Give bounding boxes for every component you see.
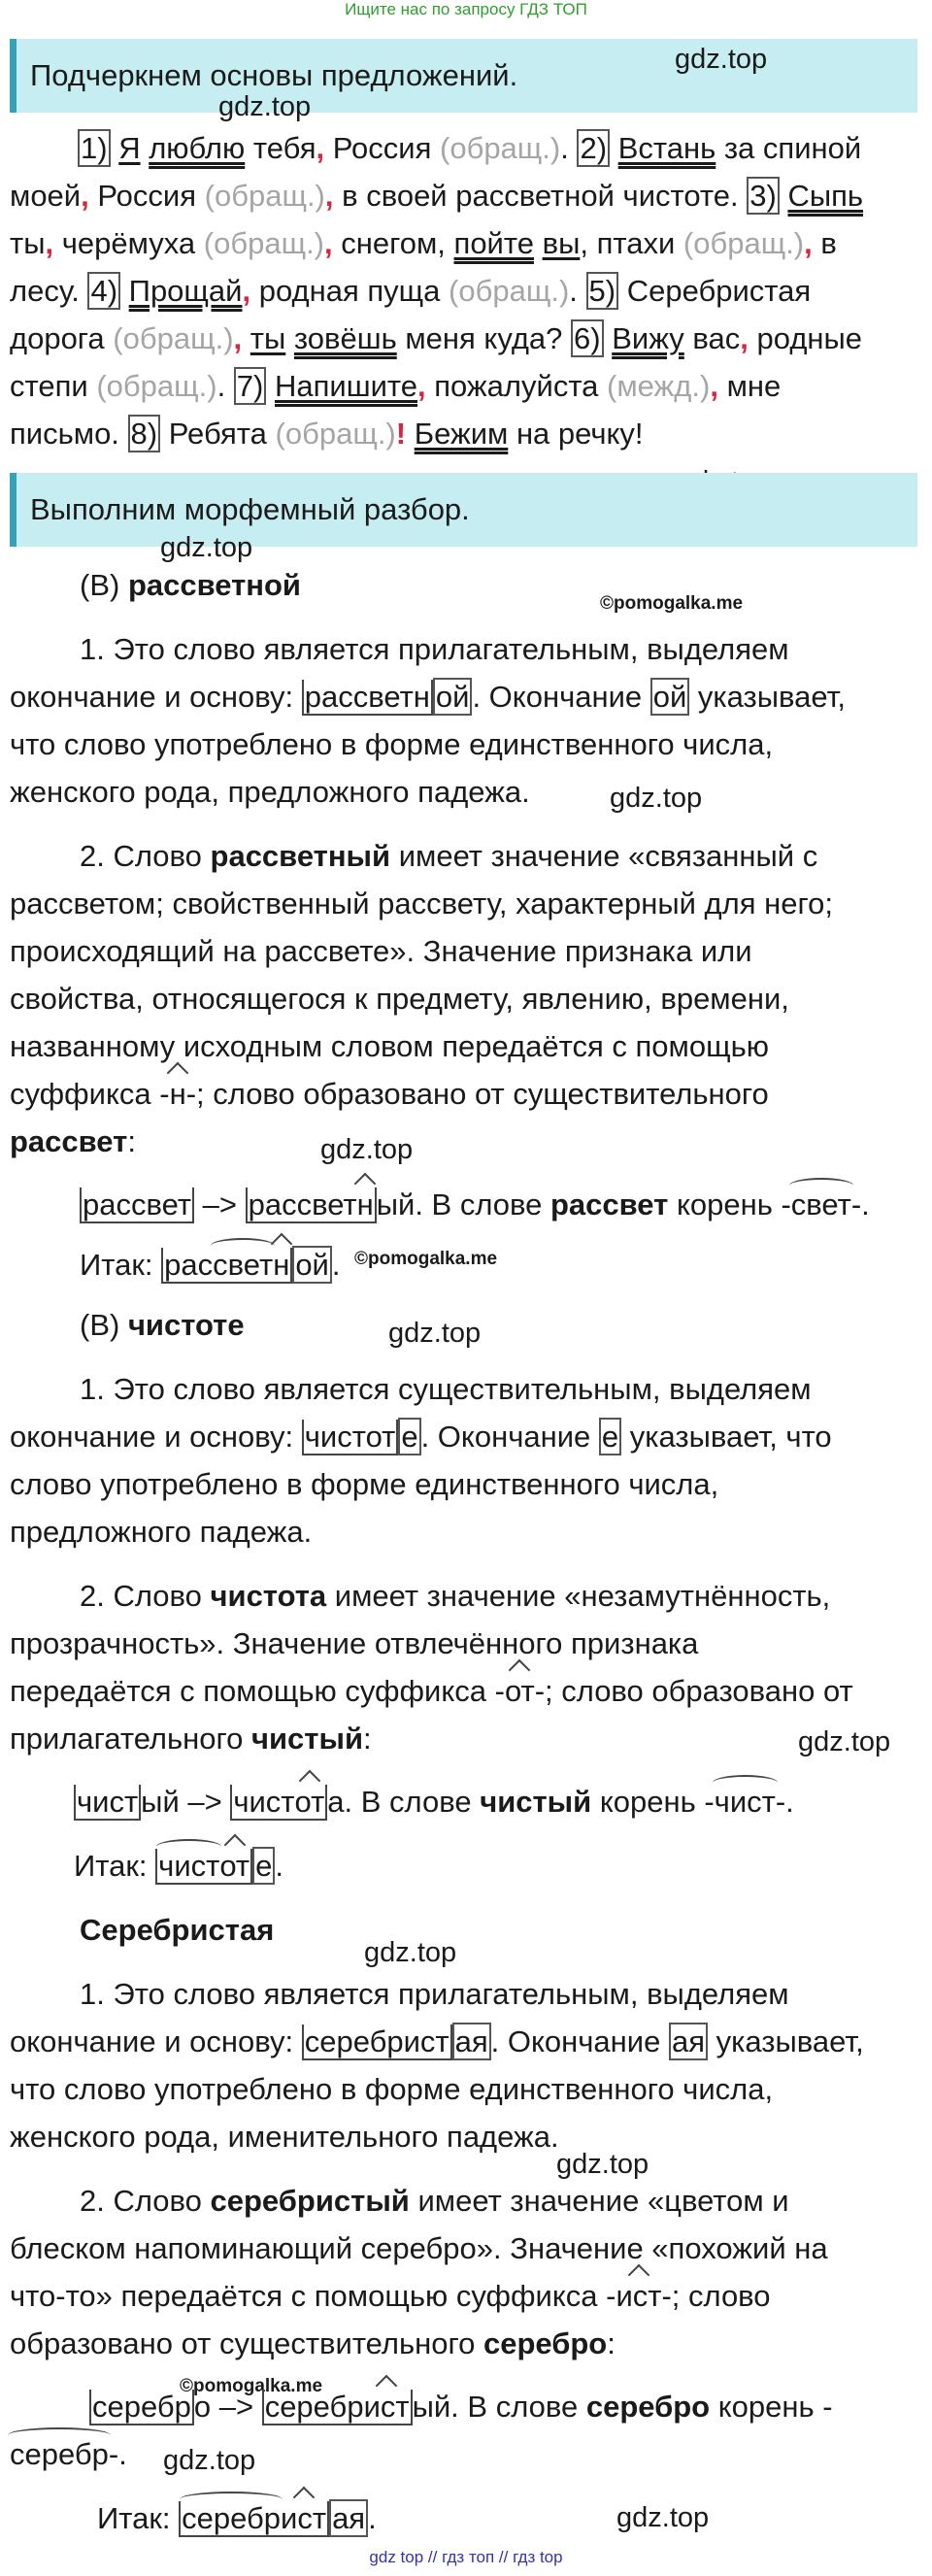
- watermark-pomogalka: ©pomogalka.me: [354, 1249, 498, 1269]
- result-line: Итак: серебрист ая.: [97, 2499, 377, 2538]
- paragraph-line: передаётся с помощью суффикса -от-; слово образовано от: [10, 1672, 853, 1711]
- derivation-line: серебро –> серебристый. В слове серебро корень -: [89, 2388, 833, 2426]
- sentence-line-2: моей, Россия (обращ.), в своей рассветной чистоте. 3) Сыпь: [10, 179, 864, 213]
- derivation-line-tail: серебр-.: [10, 2435, 127, 2474]
- sentence-line-6: степи (обращ.). 7) Напишите, пожалуйста (межд.), мне: [10, 369, 782, 403]
- result-line: Итак: чистот е.: [74, 1847, 283, 1886]
- word-heading-rassvetnoy: (В) рассветной: [80, 568, 301, 602]
- watermark-gdz: gdz.top: [364, 1937, 457, 1968]
- paragraph-line: слово употреблено в форме единственного числа,: [10, 1467, 719, 1501]
- watermark-gdz: gdz.top: [388, 1318, 482, 1349]
- paragraph-line: 1. Это слово является существительным, выделяем: [80, 1372, 812, 1406]
- watermark-gdz: gdz.top: [163, 2445, 256, 2476]
- watermark-gdz: gdz.top: [320, 1134, 414, 1165]
- paragraph-line: прозрачность». Значение отвлечённого признака: [10, 1626, 699, 1660]
- paragraph-line: 2. Слово серебристый имеет значение «цветом и: [80, 2184, 789, 2218]
- paragraph-line: что слово употреблено в форме единственного числа,: [10, 2072, 774, 2106]
- result-line: Итак: рассветн ой.: [80, 1246, 341, 1285]
- paragraph-line: образовано от существительного серебро:: [10, 2326, 616, 2360]
- word-heading-chistote: (В) чистоте: [80, 1308, 245, 1342]
- watermark-gdz: gdz.top: [556, 2149, 649, 2180]
- paragraph-line: 2. Слово рассветный имеет значение «связанный с: [80, 839, 818, 873]
- paragraph-line: 2. Слово чистота имеет значение «незамутнённость,: [80, 1579, 831, 1613]
- paragraph-line: суффикса -н-; слово образовано от существительного: [10, 1075, 769, 1114]
- paragraph-line: окончание и основу: чистот е. Окончание е указывает, что: [10, 1420, 832, 1454]
- derivation-line: чистый –> чистота. В слове чистый корень -чист-.: [74, 1783, 794, 1822]
- word-heading-serebristaya: Серебристая: [80, 1913, 275, 1947]
- paragraph-line: рассветом; свойственный рассвету, характерный для него;: [10, 887, 833, 920]
- sentence-line-7: письмо. 8) Ребята (обращ.)! Бежим на речку!: [10, 417, 644, 451]
- paragraph-line: свойства, относящегося к предмету, явлению, времени,: [10, 982, 789, 1016]
- paragraph-line: окончание и основу: серебрист ая. Окончание ая указывает,: [10, 2024, 864, 2058]
- section-title-morpheme: Выполним морфемный разбор.: [10, 473, 917, 547]
- sentence-line-4: лесу. 4) Прощай, родная пуща (обращ.). 5) Серебристая: [10, 274, 812, 308]
- paragraph-line: что слово употреблено в форме единственного числа,: [10, 727, 774, 761]
- watermark-gdz: gdz.top: [610, 783, 703, 814]
- watermark-pomogalka: ©pomogalka.me: [180, 2376, 323, 2396]
- paragraph-line: женского рода, предложного падежа.: [10, 775, 530, 809]
- watermark-gdz: gdz.top: [218, 91, 312, 122]
- derivation-line: рассвет –> рассветный. В слове рассвет корень -свет-.: [80, 1186, 870, 1224]
- paragraph-line: 1. Это слово является прилагательным, выделяем: [80, 632, 789, 666]
- paragraph-line: происходящий на рассвете». Значение признака или: [10, 934, 752, 968]
- watermark-gdz: gdz.top: [160, 532, 253, 563]
- watermark-pomogalka: ©pomogalka.me: [600, 593, 744, 614]
- top-note: Ищите нас по запросу ГДЗ ТОП: [345, 0, 587, 18]
- paragraph-line: рассвет:: [10, 1124, 136, 1158]
- paragraph-line: блеском напоминающий серебро». Значение «похожий на: [10, 2231, 828, 2265]
- paragraph-line: женского рода, именительного падежа.: [10, 2120, 559, 2154]
- paragraph-line: 1. Это слово является прилагательным, выделяем: [80, 1977, 789, 2011]
- sentence-line-5: дорога (обращ.), ты зовёшь меня куда? 6) Вижу вас, родные: [10, 321, 863, 355]
- paragraph-line: предложного падежа.: [10, 1515, 313, 1549]
- watermark-gdz: gdz.top: [675, 44, 768, 75]
- paragraph-line: прилагательного чистый:: [10, 1722, 372, 1756]
- watermark-gdz: gdz.top: [798, 1726, 891, 1757]
- section-title-grammar: Подчеркнем основы предложений.: [10, 39, 917, 113]
- paragraph-line: названному исходным словом передаётся с помощью: [10, 1029, 769, 1063]
- sentence-line-1: 1) Я люблю тебя, Россия (обращ.). 2) Встань за спиной: [78, 129, 861, 168]
- sentence-line-3: ты, черёмуха (обращ.), снегом, пойте вы, птахи (обращ.), в: [10, 226, 837, 260]
- bottom-note: gdz top // гдз топ // гдз top: [369, 2548, 563, 2566]
- paragraph-line: что-то» передаётся с помощью суффикса -ист-; слово: [10, 2277, 771, 2316]
- watermark-gdz: gdz.top: [616, 2502, 710, 2533]
- paragraph-line: окончание и основу: рассветн ой. Окончание ой указывает,: [10, 680, 847, 714]
